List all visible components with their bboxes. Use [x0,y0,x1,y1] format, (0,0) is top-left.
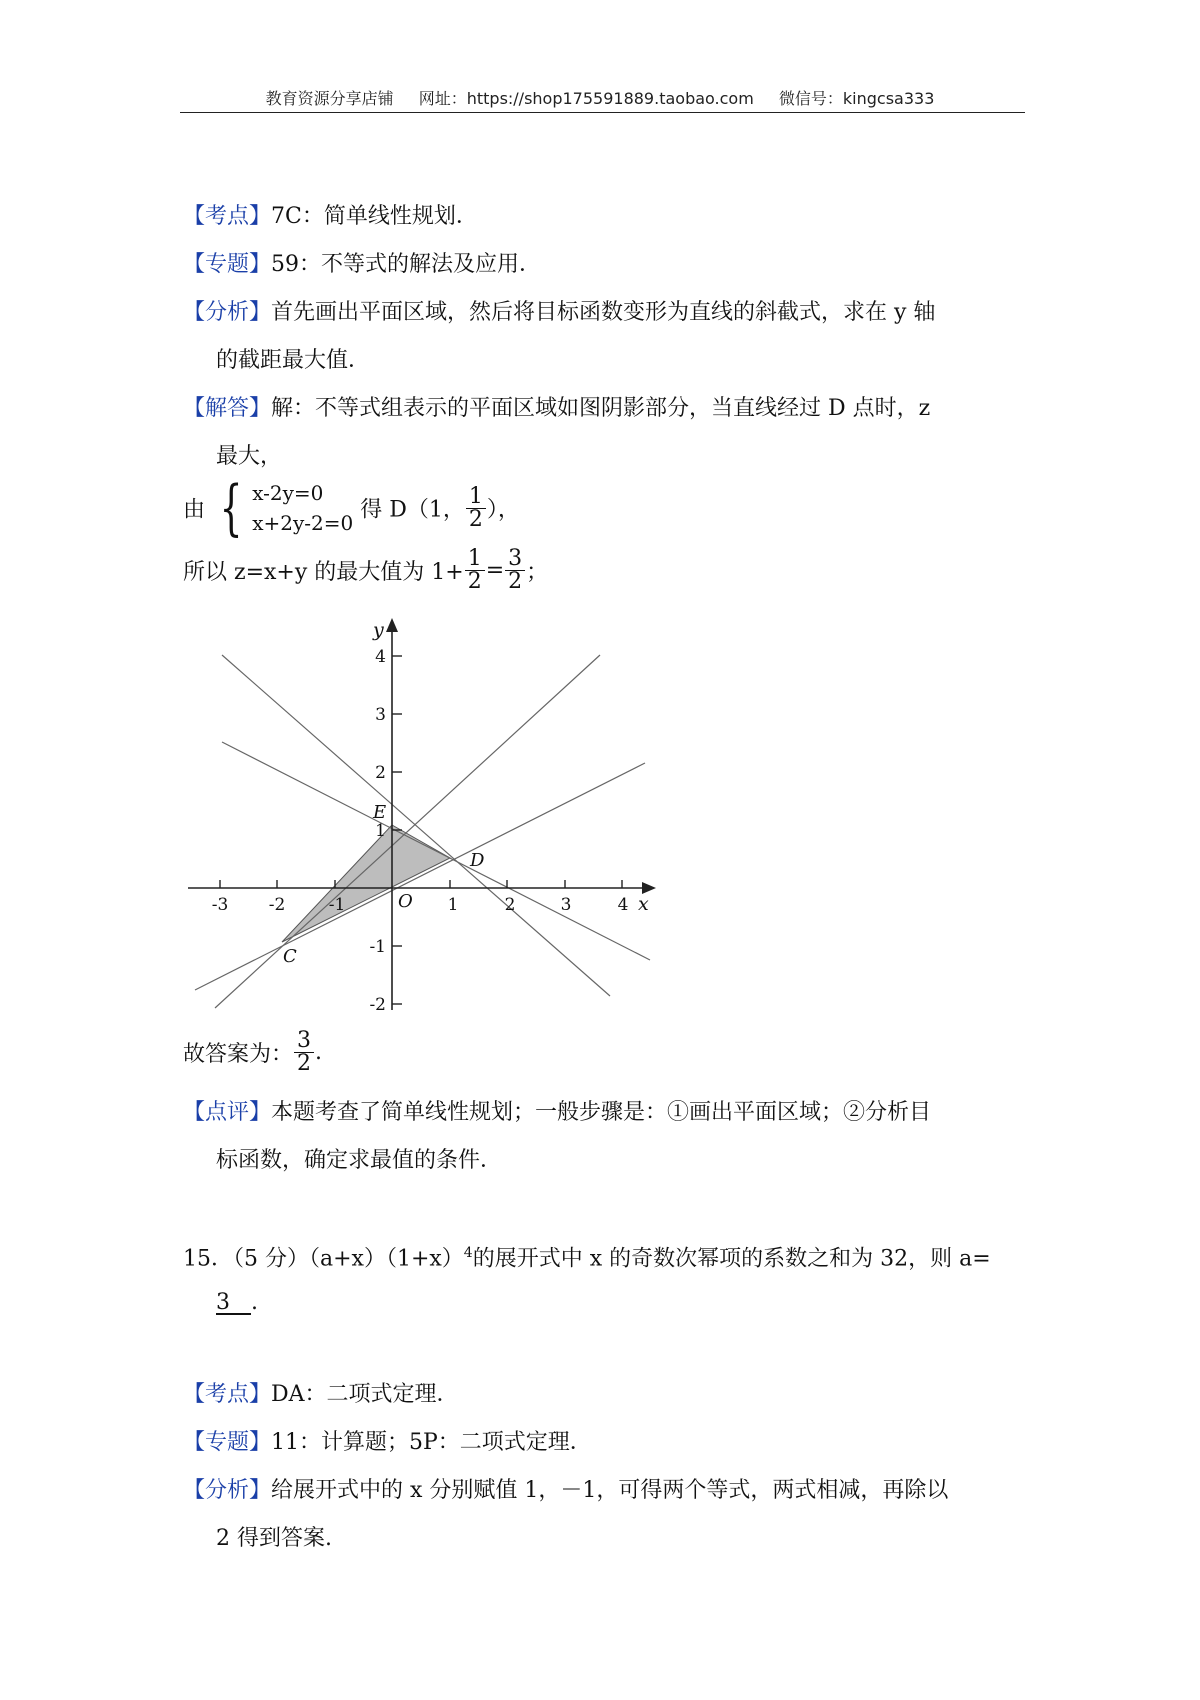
y-tick-label: 3 [375,705,386,725]
fenxi-line [183,298,935,328]
point-label-e: E [373,802,387,823]
y-tick-label: -2 [369,995,386,1015]
x-tick-label: 4 [617,895,629,915]
x-tick-label: -3 [211,895,229,915]
q15-zhuanti-tag: 【专题】 [183,1430,272,1455]
fraction-half [466,483,486,532]
fraction-half-2 [465,548,485,593]
q15-exponent: 4 [463,1245,473,1261]
answer-pre: 故答案为： [183,1042,294,1067]
q15-answer-end: . [250,1290,258,1315]
q15-fenxi-text: 给展开式中的 x 分别赋值 1，－1，可得两个等式，两式相减，再除以 [271,1478,949,1503]
x-axis-label: x [638,893,649,915]
zhuanti-tag: 【专题】 [183,252,272,277]
y-tick-label: -1 [369,937,386,957]
max-pre: 所以 z=x+y 的最大值为 1+ [183,560,464,585]
point-d-end: ）， [486,497,520,523]
q15-stem-a: 15．（5 分）（a+x）（1+x） [183,1246,464,1272]
x-tick-marks [220,880,622,888]
max-end: ； [526,560,549,585]
fenxi-line-2: 的截距最大值． [216,348,371,373]
y-tick-label: 1 [375,821,386,841]
q15-zhuanti-text: 11：计算题；5P：二项式定理． [271,1430,592,1455]
fenxi-text: 首先画出平面区域，然后将目标函数变形为直线的斜截式，求在 y 轴 [271,300,936,325]
answer-line [183,1030,322,1075]
line-x-minus-y-plus-1 [215,655,600,1008]
y-axis-arrow-icon [386,618,398,632]
point-label-d: D [470,850,485,871]
x-tick-label: -2 [268,895,286,915]
header-rule [180,112,1025,113]
kaodian-line [183,202,478,232]
kaodian-tag: 【考点】 [183,204,272,229]
point-label-c: C [283,946,297,967]
fraction-three-halves [505,548,525,593]
fraction-den: 2 [467,569,482,594]
fraction-num: 1 [465,548,485,571]
zhuanti-line [183,250,541,280]
fraction-num: 1 [466,486,486,509]
x-tick-label: 1 [447,895,459,915]
dianping-text: 本题考查了简单线性规划；一般步骤是：①画出平面区域；②分析目 [271,1100,932,1125]
dianping-line [183,1098,931,1128]
point-d-text: 得 D（1， [360,497,465,523]
equation-1: x-2y=0 [252,481,324,505]
kaodian-text: 7C：简单线性规划． [271,204,478,229]
line-x-minus-2y [195,763,645,990]
header-url: 网址：https://shop175591889.taobao.com [418,89,754,108]
equation-2: x+2y-2=0 [252,511,354,535]
q15-kaodian-tag: 【考点】 [183,1382,272,1407]
q15-fenxi-line-2: 2 得到答案. [216,1526,332,1551]
line-x-plus-y-1 [222,655,610,996]
jieda-line-2: 最大， [216,444,283,469]
jieda-text: 解：不等式组表示的平面区域如图阴影部分，当直线经过 D 点时，z [271,396,931,421]
fenxi-tag: 【分析】 [183,300,272,325]
x-tick-label: 3 [560,895,572,915]
header-shop: 教育资源分享店铺 [265,89,394,108]
fraction-answer [294,1030,314,1075]
jieda-tag: 【解答】 [183,396,272,421]
q15-stem-line [183,1238,991,1274]
feasible-region [282,825,450,942]
q15-answer-value: 3 [216,1290,230,1315]
q15-answer-line [216,1288,258,1318]
y-axis-label: y [373,619,384,641]
q15-zhuanti-line [183,1428,592,1458]
dianping-line-2: 标函数，确定求最值的条件． [216,1148,503,1173]
answer-end: . [315,1040,323,1065]
system-line [183,473,520,543]
dianping-tag: 【点评】 [183,1100,272,1125]
brace-icon: { [219,473,243,543]
q15-answer [216,1290,251,1315]
y-tick-marks [392,656,402,1004]
y-tick-label: 2 [375,763,386,783]
line-x-plus-2y-2 [222,742,650,960]
header-wechat: 微信号：kingcsa333 [778,89,935,108]
q15-kaodian-text: DA：二项式定理． [271,1382,459,1407]
zhuanti-text: 59：不等式的解法及应用． [271,252,542,277]
jieda-line [183,394,930,424]
fraction-num: 3 [294,1030,314,1053]
max-eq: = [485,558,505,583]
fraction-den: 2 [468,506,483,532]
q15-kaodian-line [183,1380,459,1410]
q15-fenxi-line [183,1476,948,1506]
fraction-den: 2 [297,1051,312,1076]
fraction-num: 3 [505,548,525,571]
equation-system [212,473,354,543]
origin-label: O [398,891,413,912]
x-tick-label: -1 [328,895,346,915]
you-text: 由 [183,497,206,523]
q15-fenxi-tag: 【分析】 [183,1478,272,1503]
max-line [183,548,548,593]
page-header [0,86,1200,109]
x-tick-label: 2 [504,895,516,915]
y-tick-label: 4 [375,647,386,667]
q15-stem-b: 的展开式中 x 的奇数次幂项的系数之和为 32，则 a= [472,1246,991,1272]
linear-programming-figure [180,615,660,1015]
fraction-den: 2 [508,569,523,594]
